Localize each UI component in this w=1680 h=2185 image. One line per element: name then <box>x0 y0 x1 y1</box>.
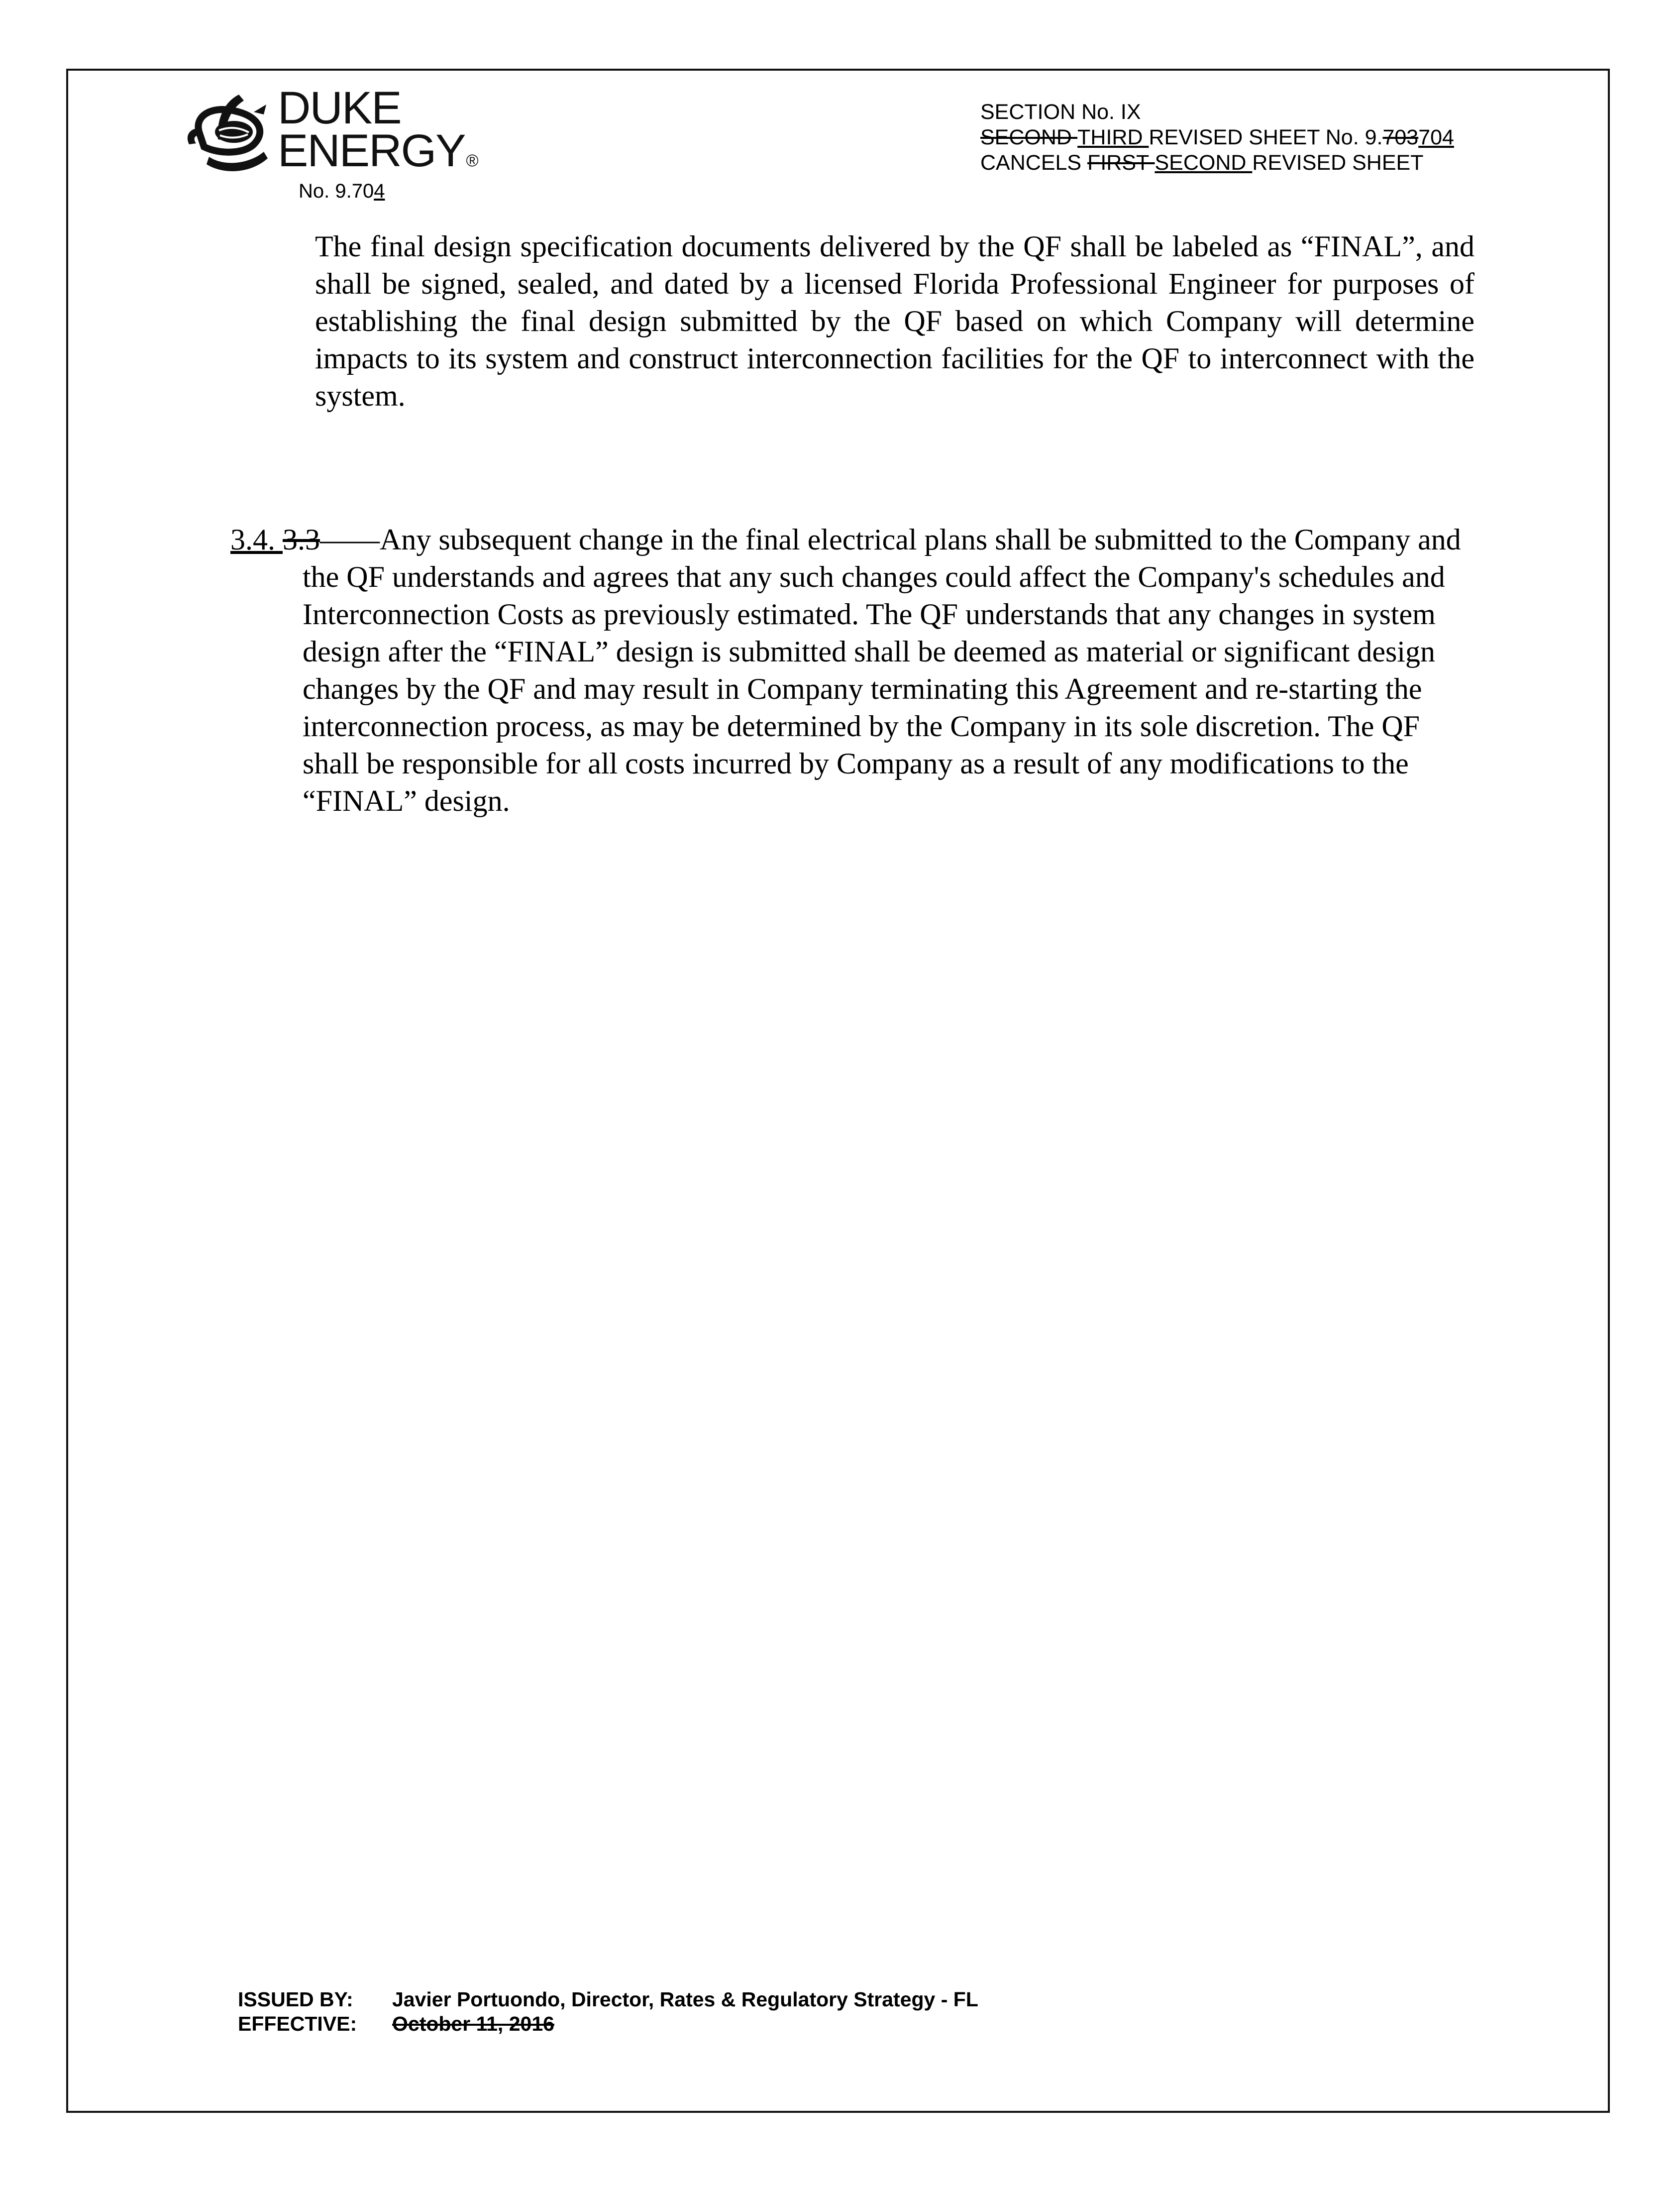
effective-line <box>238 2012 978 2036</box>
issued-by-value: Javier Portuondo, Director, Rates & Regulatory Strategy - FL <box>392 1988 978 2011</box>
section-number-new: 3.4. <box>230 523 283 556</box>
revised-num-struck: 703 <box>1382 125 1419 149</box>
revised-mid: REVISED SHEET No. 9. <box>1149 125 1383 149</box>
cancels-struck: FIRST <box>1087 151 1155 175</box>
paragraph-3-4 <box>230 521 1474 820</box>
revised-struck: SECOND <box>980 125 1078 149</box>
cancels-line <box>980 150 1454 176</box>
revised-new: THIRD <box>1077 125 1149 149</box>
sheet-header <box>980 100 1454 176</box>
cancels-suffix: REVISED SHEET <box>1252 151 1424 175</box>
revised-sheet-line <box>980 125 1454 150</box>
section-number-struck: 3.3 <box>283 523 320 556</box>
logo-energy-text: ENERGY <box>278 125 465 176</box>
logo-word-energy <box>278 125 478 182</box>
sheet-number-left <box>299 179 385 203</box>
sheet-number-left-prefix: No. 9.70 <box>299 180 374 202</box>
sheet-number-left-new: 4 <box>374 180 385 202</box>
issuance-footer <box>238 1987 978 2036</box>
issued-by-line <box>238 1987 978 2012</box>
registered-mark: ® <box>466 151 478 170</box>
duke-energy-wordmark <box>278 83 478 182</box>
section-line: SECTION No. IX <box>980 100 1141 124</box>
issued-by-label: ISSUED BY: <box>238 1988 353 2011</box>
revised-num-new: 704 <box>1418 125 1454 149</box>
section-dash: —— <box>320 523 380 556</box>
duke-energy-emblem-icon <box>179 85 279 184</box>
effective-label: EFFECTIVE: <box>238 2012 357 2035</box>
cancels-prefix: CANCELS <box>980 151 1088 175</box>
paragraph-3-4-block <box>230 521 1474 820</box>
effective-date-struck: October 11, 2016 <box>392 2012 554 2035</box>
paragraph-3-4-text: Any subsequent change in the final electrical plans shall be submitted to the Company and the QF understands and agrees that any such changes could affect the Company's schedules and Interconnection Costs as previously estimated. The QF understands that any changes in system design after the “FINAL” design is submitted shall be deemed as material or significant design changes by the QF and may result in Company terminating this Agreement and re-starting the interconnection process, as may be determined by the Company in its sole discretion. The QF shall be responsible for all costs incurred by Company as a result of any modifications to the “FINAL” design. <box>303 523 1461 817</box>
cancels-new: SECOND <box>1155 151 1253 175</box>
logo-word-duke: DUKE <box>278 83 401 133</box>
paragraph-final-design: The final design specification documents delivered by the QF shall be labeled as “FINAL”, and shall be signed, sealed, and dated by a licensed Florida Professional Engineer for purposes of establishing the final design submitted by the QF based on which Company will determine impacts to its system and construct interconnection facilities for the QF to interconnect with the system. <box>315 230 1474 412</box>
